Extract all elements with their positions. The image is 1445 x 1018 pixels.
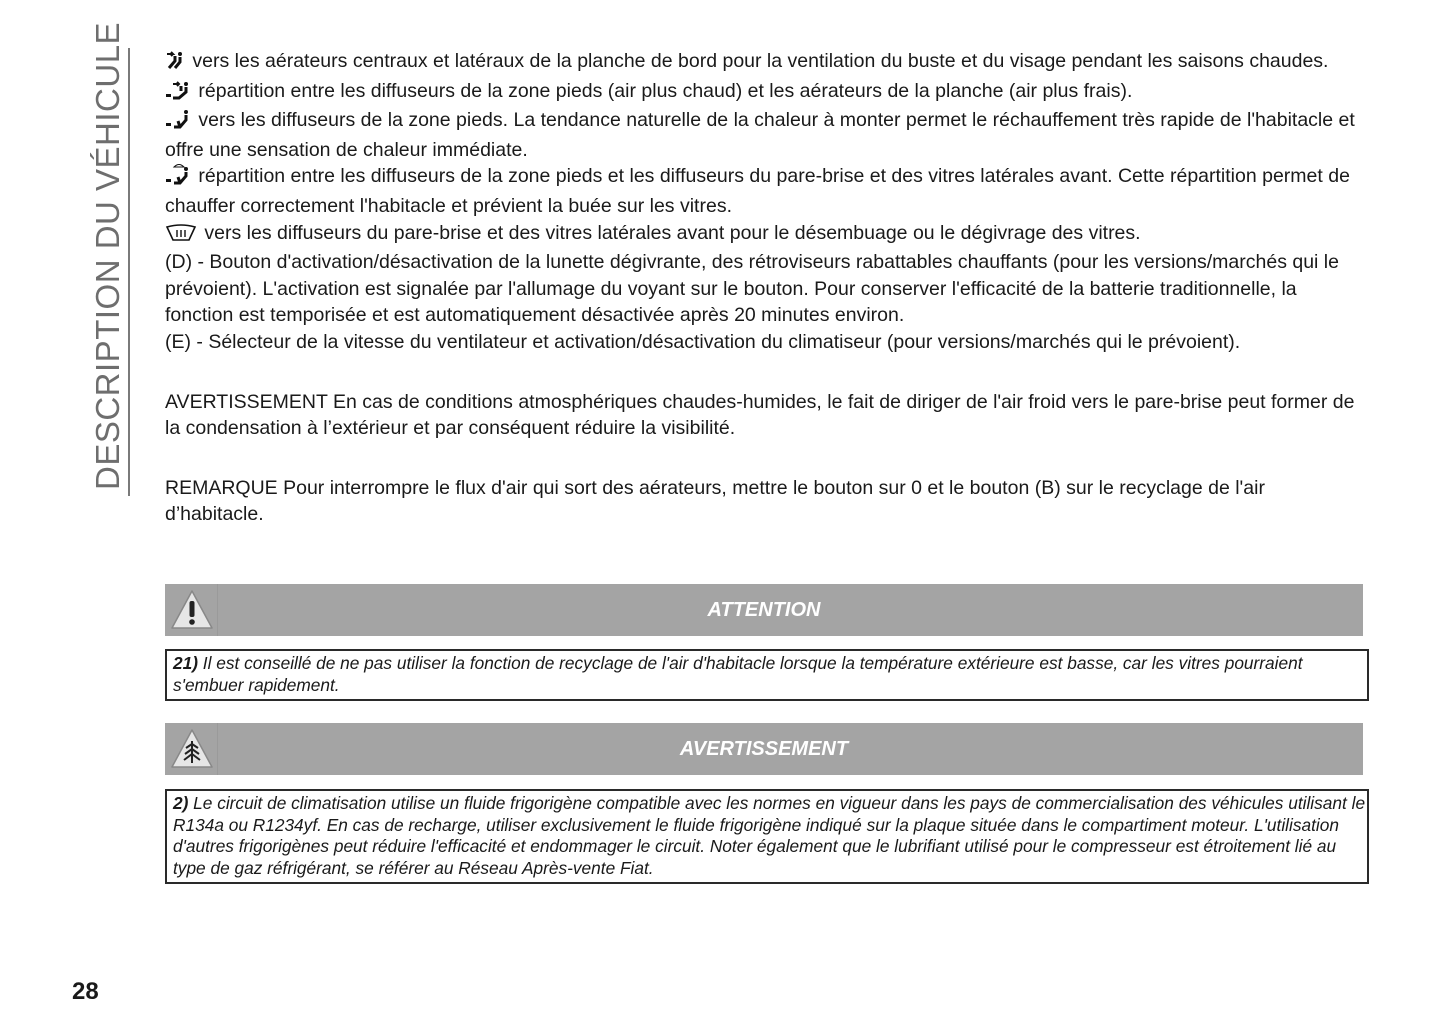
windshield-defrost-icon <box>165 223 197 250</box>
page-number: 28 <box>72 978 99 1005</box>
note-text: Le circuit de climatisation utilise un fluide frigorigène compatible avec les normes en vigueur dans les pays de commercialisation des véhicules utilisant le R134a ou R1234yf. En cas de recharge, utiliser exclusivement le fluide frigorigène indiqué sur la plaque située dans le compartiment moteur. L'utilisation d'autres frigorigènes peut réduire l'efficacité et endommager le circuit. Noter également que le lubrifiant utilisé pour le compresseur est étroitement lié au type de gaz réfrigérant, se référer au Réseau Après-vente Fiat. <box>173 793 1366 878</box>
button-d-description: (D) - Bouton d'activation/désactivation de la lunette dégivrante, des rétroviseurs rabattables chauffants (pour les versions/marchés qui le prévoient). L'activation est signalée par l'allumage du voyant sur le bouton. Pour conserver l'efficacité de la batterie traditionnelle, la fonction est temporisée et est automatiquement désactivée après 20 minutes environ. <box>165 251 1339 327</box>
warning-note: AVERTISSEMENT En cas de conditions atmosphériques chaudes-humides, le fait de diriger de l'air froid vers le pare-brise peut former de la condensation à l’extérieur et par conséquent réduire la visibilité. <box>165 390 1355 440</box>
main-content <box>165 48 1365 528</box>
distribution-item: vers les diffuseurs du pare-brise et des vitres latérales avant pour le désembuage ou le dégivrage des vitres. <box>165 220 1365 250</box>
section-title-text: DESCRIPTION DU VÉHICULE <box>89 21 126 490</box>
vent-feet-icon <box>165 109 191 137</box>
vent-feet-windshield-icon <box>165 163 191 193</box>
avertissement-banner <box>165 723 1363 775</box>
avertissement-note-box <box>165 789 1369 884</box>
distribution-item: vers les diffuseurs de la zone pieds. La tendance naturelle de la chaleur à monter permet le réchauffement très rapide de l'habitacle et offre une sensation de chaleur immédiate. <box>165 109 1355 161</box>
note-text: Il est conseillé de ne pas utiliser la fonction de recyclage de l'air d'habitacle lorsque la température extérieure est basse, car les vitres pourraient s'embuer rapidement. <box>173 653 1303 695</box>
distribution-item: répartition entre les diffuseurs de la zone pieds et les diffuseurs du pare-brise et des vitres latérales avant. Cette répartition permet de chauffer correctement l'habitacle et prévient la buée sur les vitres. <box>165 165 1350 217</box>
remark-note: REMARQUE Pour interrompre le flux d'air qui sort des aérateurs, mettre le bouton sur 0 et le bouton (B) sur le recyclage de l'air d’habitacle. <box>165 476 1265 526</box>
distribution-item: vers les aérateurs centraux et latéraux de la planche de bord pour la ventilation du buste et du visage pendant les saisons chaudes. <box>165 48 1365 78</box>
attention-note-box <box>165 649 1369 701</box>
note-number: 21) <box>173 653 198 673</box>
avertissement-label: AVERTISSEMENT <box>679 738 849 760</box>
vent-face-icon <box>165 50 185 78</box>
section-side-title <box>88 21 128 490</box>
note-number: 2) <box>173 793 189 813</box>
attention-label: ATTENTION <box>707 599 821 621</box>
vent-face-feet-icon <box>165 80 191 108</box>
distribution-item: répartition entre les diffuseurs de la zone pieds (air plus chaud) et les aérateurs de la planche (air plus frais). <box>165 78 1365 108</box>
attention-banner <box>165 584 1363 636</box>
button-e-description: (E) - Sélecteur de la vitesse du ventilateur et activation/désactivation du climatiseur (pour versions/marchés qui le prévoient). <box>165 330 1241 353</box>
side-divider <box>128 48 130 496</box>
